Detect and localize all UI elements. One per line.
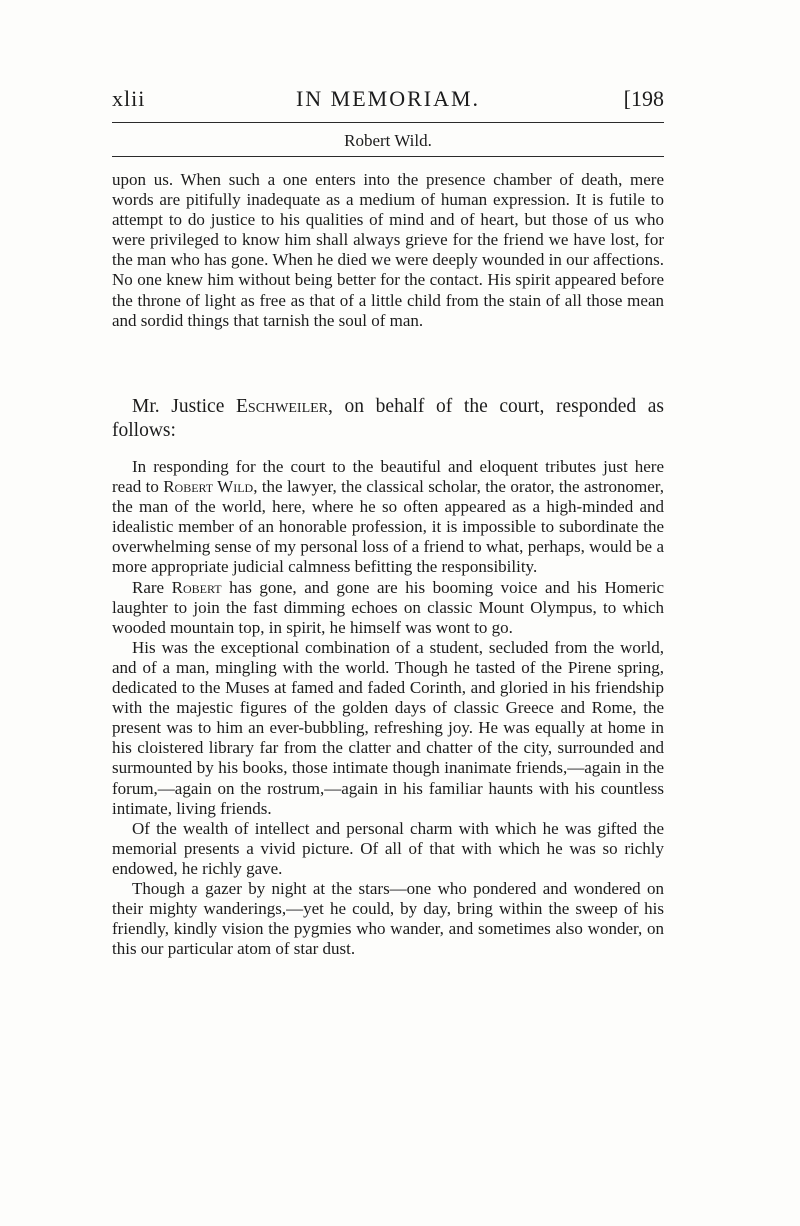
paragraph-rare-robert-part2: has gone, and gone are his booming voice and his Homeric laughter to join the fast dimming echoes on classic Mount Olympus, to which wooded mountain top, in spirit, he himself was wont to go.: [112, 577, 664, 637]
running-header: [112, 86, 664, 116]
continued-paragraph: upon us. When such a one enters into the presence chamber of death, mere words are pitifully inadequate as a medium of human expression. It is futile to attempt to do justice to his qualities of mind and of heart, but those of us who were privileged to know him shall always grieve for the friend we have lost, for the man who has gone. When he died we were deeply wounded in our affections. No one knew him without being better for the contact. His spirit appeared before the throne of light as free as that of a little child from the stain of all those mean and sordid things that tarnish the soul of man.: [112, 170, 664, 330]
paragraph-student: His was the exceptional combination of a student, secluded from the world, and of a man, mingling with the world. Though he tasted of the Pirene spring, dedicated to the Muses at famed and faded Corinth, and gloried in his friendship with the majestic figures of the golden days of classic Greece and Rome, the present was to him an ever-bubbling, refreshing joy. He was equally at home in his cloistered library far from the clatter and chatter of the city, surrounded and surmounted by his books, those intimate though inanimate friends,—again in the forum,—again on the rostrum,—again in his familiar haunts with his countless intimate, living friends.: [112, 637, 664, 818]
paragraph-responding-part1: In responding for the court to the beautiful and eloquent tributes just here read to: [112, 457, 664, 497]
header-rule-bottom: [112, 156, 664, 157]
header-rule-top: [112, 122, 664, 123]
paragraph-responding: [112, 457, 664, 578]
speaker-prefix: Mr. Justice: [132, 396, 236, 417]
paragraph-rare-robert: [112, 578, 664, 638]
paragraph-responding-name: Robert Wild: [163, 477, 254, 497]
paragraph-rare-robert-name: Robert: [171, 577, 222, 597]
folio-numeral: xlii: [112, 86, 146, 111]
page-number: [198: [623, 86, 664, 111]
speaker-suffix: , on behalf of the court, responded as follows:: [112, 396, 664, 441]
paragraph-wealth: Of the wealth of intellect and personal charm with which he was gifted the memorial presents a vivid picture. Of all of that with which he was so richly endowed, he richly gave.: [112, 818, 664, 878]
paragraph-gazer: Though a gazer by night at the stars—one who pondered and wondered on their mighty wanderings,—yet he could, by day, bring within the sweep of his friendly, kindly vision the pygmies who wander, and sometimes also wonder, on this our particular atom of star dust.: [112, 878, 664, 959]
running-title: IN MEMORIAM.: [295, 86, 481, 111]
paragraph-responding-part2: , the lawyer, the classical scholar, the orator, the astronomer, the man of the world, here, where he so often appeared as a high-minded and idealistic member of an honorable profession, it is impossible to subordinate the overwhelming sense of my personal loss of a friend to what, perhaps, would be a more appropriate judicial calmness befitting the responsibility.: [112, 477, 665, 577]
speaker-intro: [112, 395, 664, 443]
paragraph-rare-robert-part1: Rare: [132, 577, 172, 597]
section-subtitle: Robert Wild.: [344, 131, 432, 150]
speaker-name: Eschweiler: [236, 396, 329, 417]
page-body: [112, 170, 664, 959]
